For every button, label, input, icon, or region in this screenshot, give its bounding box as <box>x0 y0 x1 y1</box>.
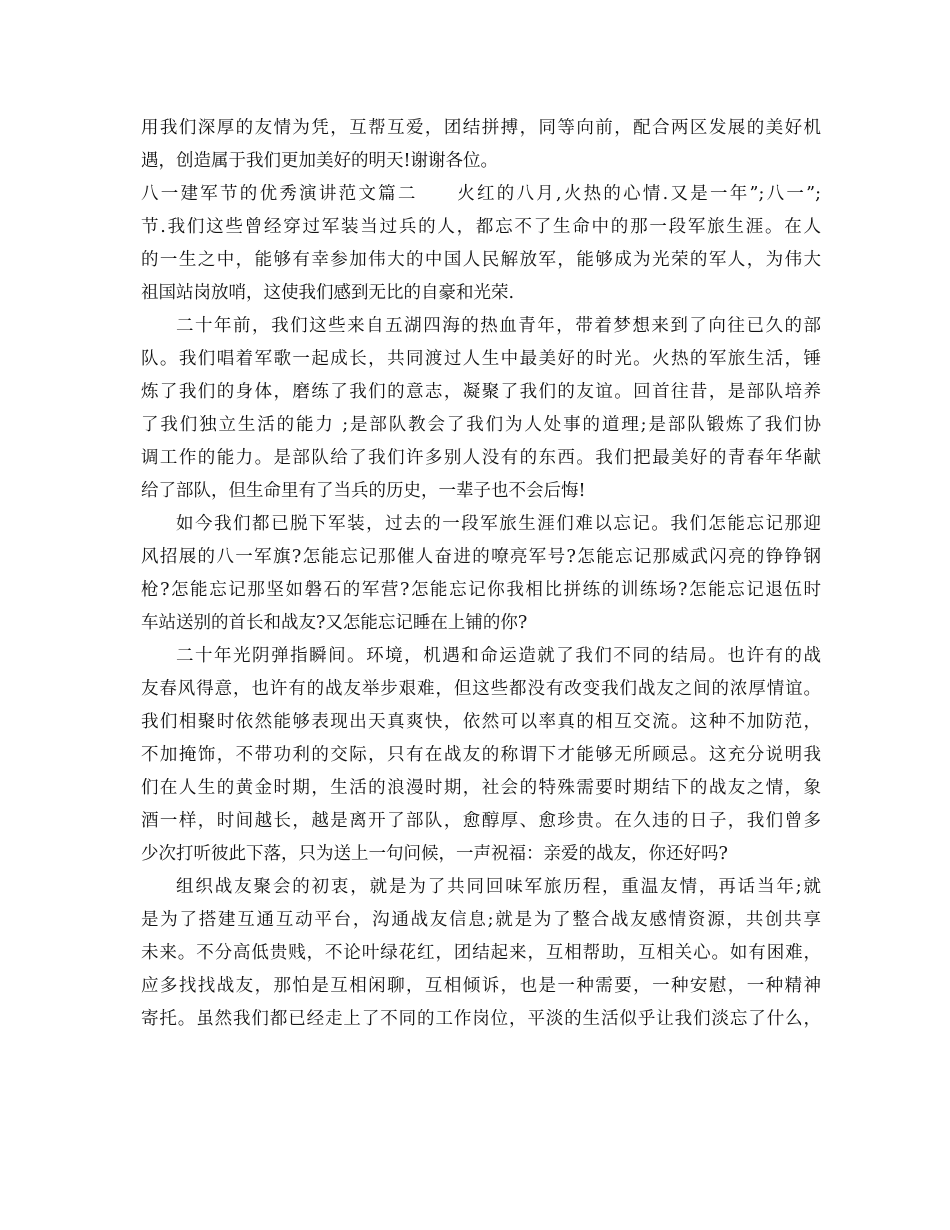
text-line: 调工作的能力。是部队给了我们许多别人没有的东西。我们把最美好的青春年华献 <box>141 448 821 468</box>
text-line: 用我们深厚的友情为凭，互帮互爱，团结拼搏，同等向前，配合两区发展的美好机 <box>141 118 821 138</box>
text-line: 未来。不分高低贵贱，不论叶绿花红，团结起来，互相帮助，互相关心。如有困难， <box>141 943 821 963</box>
text-line: 的一生之中，能够有幸参加伟大的中国人民解放军，能够成为光荣的军人，为伟大 <box>141 250 821 270</box>
text-line: 祖国站岗放哨，这使我们感到无比的自豪和光荣. <box>141 283 515 303</box>
text-line: 寄托。虽然我们都已经走上了不同的工作岗位，平淡的生活似乎让我们淡忘了什么， <box>141 1009 821 1029</box>
text-line: 车站送别的首长和战友?又怎能忘记睡在上铺的你? <box>141 613 528 633</box>
document-body-text <box>141 112 821 1036</box>
text-line: 组织战友聚会的初衷，就是为了共同回味军旅历程，重温友情，再话当年;就 <box>176 877 821 897</box>
text-line: 队。我们唱着军歌一起成长，共同渡过人生中最美好的时光。火热的军旅生活，锤 <box>141 349 821 369</box>
text-line: 是为了搭建互通互动平台，沟通战友信息;就是为了整合战友感情资源，共创共享 <box>141 910 821 930</box>
text-line: 友春风得意，也许有的战友举步艰难，但这些都没有改变我们战友之间的浓厚情谊。 <box>141 679 821 699</box>
text-line: 八一建军节的优秀演讲范文篇二 火红的八月,火热的心情.又是一年”;八一”; <box>141 184 821 204</box>
text-line: 少次打听彼此下落，只为送上一句问候，一声祝福：亲爱的战友，你还好吗? <box>141 844 728 864</box>
text-line: 遇，创造属于我们更加美好的明天!谢谢各位。 <box>141 151 499 171</box>
text-line: 不加掩饰，不带功利的交际，只有在战友的称谓下才能够无所顾忌。这充分说明我 <box>141 745 821 765</box>
text-line: 给了部队，但生命里有了当兵的历史，一辈子也不会后悔! <box>141 481 586 501</box>
text-line: 节.我们这些曾经穿过军装当过兵的人，都忘不了生命中的那一段军旅生涯。在人 <box>141 217 821 237</box>
text-line: 如今我们都已脱下军装，过去的一段军旅生涯们难以忘记。我们怎能忘记那迎 <box>176 514 821 534</box>
text-line: 我们相聚时依然能够表现出天真爽快，依然可以率真的相互交流。这种不加防范， <box>141 712 821 732</box>
text-line: 酒一样，时间越长，越是离开了部队，愈醇厚、愈珍贵。在久违的日子，我们曾多 <box>141 811 821 831</box>
text-line: 二十年前，我们这些来自五湖四海的热血青年，带着梦想来到了向往已久的部 <box>176 316 821 336</box>
text-line: 炼了我们的身体，磨练了我们的意志，凝聚了我们的友谊。回首往昔，是部队培养 <box>141 382 821 402</box>
text-line: 们在人生的黄金时期，生活的浪漫时期，社会的特殊需要时期结下的战友之情，象 <box>141 778 821 798</box>
text-line: 风招展的八一军旗?怎能忘记那催人奋进的嘹亮军号?怎能忘记那威武闪亮的铮铮钢 <box>141 547 821 567</box>
text-line: 应多找找战友，那怕是互相闲聊，互相倾诉，也是一种需要，一种安慰，一种精神 <box>141 976 821 996</box>
text-line: 二十年光阴弹指瞬间。环境，机遇和命运造就了我们不同的结局。也许有的战 <box>176 646 821 666</box>
text-line: 了我们独立生活的能力 ;是部队教会了我们为人处事的道理;是部队锻炼了我们协 <box>141 415 821 435</box>
text-line: 枪?怎能忘记那坚如磐石的军营?怎能忘记你我相比拼练的训练场?怎能忘记退伍时 <box>141 580 821 600</box>
